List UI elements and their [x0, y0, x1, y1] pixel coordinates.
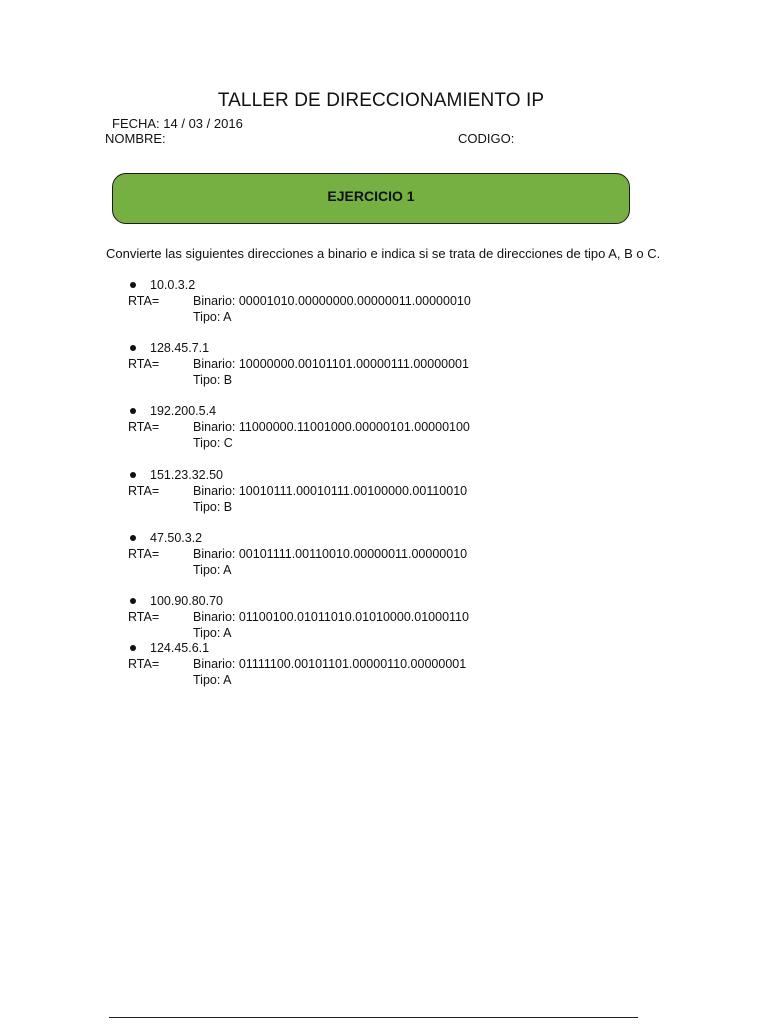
ip-address: 100.90.80.70	[150, 594, 223, 608]
ip-address: 151.23.32.50	[150, 468, 223, 482]
class-type: Tipo: A	[193, 310, 232, 324]
exercise-item	[128, 593, 469, 641]
codigo-label: CODIGO:	[458, 131, 515, 146]
bullet-icon	[130, 645, 136, 651]
rta-label: RTA=	[128, 484, 160, 498]
fecha-label: FECHA: 14 / 03 / 2016	[112, 116, 243, 131]
rta-label: RTA=	[128, 294, 160, 308]
rta-label: RTA=	[128, 357, 160, 371]
bullet-icon	[130, 472, 136, 478]
exercise-banner-label: EJERCICIO 1	[327, 188, 415, 204]
class-type: Tipo: B	[193, 500, 233, 514]
class-type: Tipo: B	[193, 373, 233, 387]
ip-address: 192.200.5.4	[150, 404, 217, 418]
ip-address: 47.50.3.2	[150, 531, 203, 545]
binary-value: Binario: 01111100.00101101.00000110.00000001	[193, 657, 467, 671]
instruction-text: Convierte las siguientes direcciones a binario e indica si se trata de direcciones de tipo A, B o C.	[106, 246, 661, 261]
rta-label: RTA=	[128, 610, 160, 624]
binary-value: Binario: 11000000.11001000.00000101.00000100	[193, 420, 470, 434]
rta-label: RTA=	[128, 547, 160, 561]
bullet-icon	[130, 282, 136, 288]
exercise-item	[128, 403, 470, 451]
exercise-item	[128, 467, 467, 515]
binary-value: Binario: 10000000.00101101.00000111.00000001	[193, 357, 469, 371]
bullet-icon	[130, 408, 136, 414]
exercise-item	[128, 640, 466, 688]
bullet-icon	[130, 598, 136, 604]
binary-value: Binario: 10010111.00010111.00100000.00110010	[193, 484, 468, 498]
nombre-label: NOMBRE:	[105, 131, 166, 146]
page-title: TALLER DE DIRECCIONAMIENTO IP	[217, 90, 545, 111]
binary-value: Binario: 00001010.00000000.00000011.00000010	[193, 294, 471, 308]
ip-address: 128.45.7.1	[150, 341, 210, 355]
class-type: Tipo: A	[193, 626, 232, 640]
exercise-banner	[112, 173, 630, 224]
exercise-item	[128, 340, 469, 388]
exercise-item	[128, 530, 467, 578]
class-type: Tipo: A	[193, 673, 232, 687]
class-type: Tipo: A	[193, 563, 232, 577]
ip-address: 10.0.3.2	[150, 278, 196, 292]
ip-address: 124.45.6.1	[150, 641, 210, 655]
binary-value: Binario: 01100100.01011010.01010000.01000110	[193, 610, 469, 624]
footer-divider	[109, 1017, 638, 1018]
bullet-icon	[130, 345, 136, 351]
bullet-icon	[130, 535, 136, 541]
binary-value: Binario: 00101111.00110010.00000011.00000010	[193, 547, 468, 561]
exercise-item	[128, 277, 471, 325]
class-type: Tipo: C	[193, 436, 233, 450]
rta-label: RTA=	[128, 657, 160, 671]
rta-label: RTA=	[128, 420, 160, 434]
